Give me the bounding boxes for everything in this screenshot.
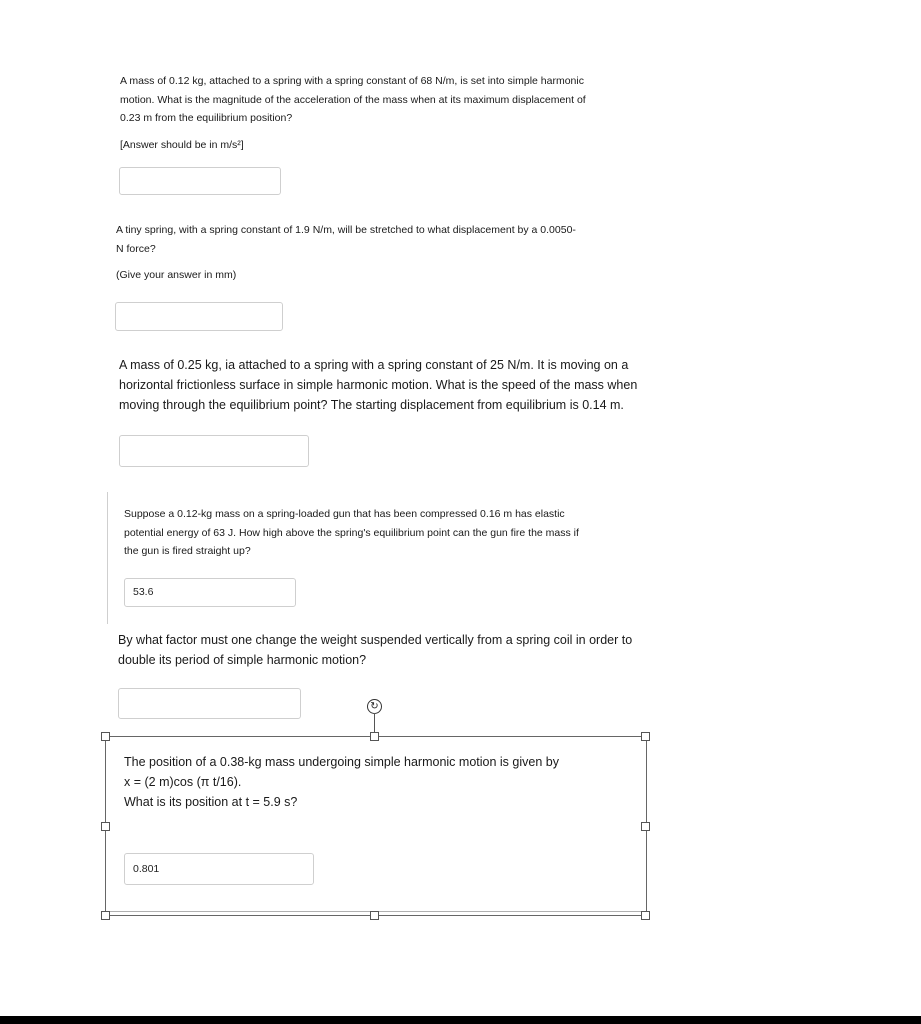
question-3-line-1: A mass of 0.25 kg, ia attached to a spring with a spring constant of 25 N/m. It is moving on a <box>119 358 629 372</box>
question-3-line-2: horizontal frictionless surface in simple harmonic motion. What is the speed of the mass when <box>119 378 638 392</box>
question-2-line-1: A tiny spring, with a spring constant of 1.9 N/m, will be stretched to what displacement by a 0.0050- <box>116 224 576 236</box>
answer-input-2[interactable] <box>115 302 283 331</box>
answer-input-6[interactable]: 0.801 <box>124 853 314 885</box>
question-4-line-2: potential energy of 63 J. How high above the spring's equilibrium point can the gun fire the mass if <box>124 526 579 539</box>
question-5-line-2: double its period of simple harmonic motion? <box>118 653 367 667</box>
question-4-line-1: Suppose a 0.12-kg mass on a spring-loaded gun that has been compressed 0.16 m has elastic <box>124 508 565 520</box>
rotate-icon[interactable]: ↻ <box>367 699 382 714</box>
question-1 <box>120 72 660 154</box>
resize-handle-bottom-left[interactable] <box>101 911 110 920</box>
resize-handle-bottom-center[interactable] <box>370 911 379 920</box>
question-5 <box>118 630 678 670</box>
resize-handle-middle-left[interactable] <box>101 822 110 831</box>
question-1-note: [Answer should be in m/s²] <box>120 138 244 151</box>
question-4 <box>124 505 664 561</box>
resize-handle-top-left[interactable] <box>101 732 110 741</box>
question-2-line-2: N force? <box>116 242 156 255</box>
left-border-line <box>107 492 108 624</box>
question-6-line-1: The position of a 0.38-kg mass undergoing simple harmonic motion is given by <box>124 755 559 769</box>
question-3-line-3: moving through the equilibrium point? The starting displacement from equilibrium is 0.14 m. <box>119 398 624 412</box>
question-4-line-3: the gun is fired straight up? <box>124 545 251 557</box>
question-2-note: (Give your answer in mm) <box>116 269 237 281</box>
question-5-line-1: By what factor must one change the weight suspended vertically from a spring coil in order to <box>118 633 633 647</box>
question-3 <box>119 355 679 415</box>
resize-handle-top-right[interactable] <box>641 732 650 741</box>
answer-input-3[interactable] <box>119 435 309 467</box>
resize-handle-middle-right[interactable] <box>641 822 650 831</box>
question-1-line-2: motion. What is the magnitude of the acceleration of the mass when at its maximum displacement of <box>120 93 586 106</box>
bottom-black-bar <box>0 1016 921 1024</box>
question-2 <box>116 221 656 285</box>
question-6-line-2: x = (2 m)cos (π t/16). <box>124 775 242 789</box>
answer-input-1[interactable] <box>119 167 281 195</box>
question-6 <box>124 752 624 812</box>
answer-input-5[interactable] <box>118 688 301 719</box>
answer-input-4[interactable]: 53.6 <box>124 578 296 607</box>
resize-handle-bottom-right[interactable] <box>641 911 650 920</box>
question-6-line-3: What is its position at t = 5.9 s? <box>124 795 298 809</box>
question-1-line-3: 0.23 m from the equilibrium position? <box>120 112 293 124</box>
resize-handle-top-center[interactable] <box>370 732 379 741</box>
question-1-line-1: A mass of 0.12 kg, attached to a spring with a spring constant of 68 N/m, is set into simple harmonic <box>120 75 584 87</box>
